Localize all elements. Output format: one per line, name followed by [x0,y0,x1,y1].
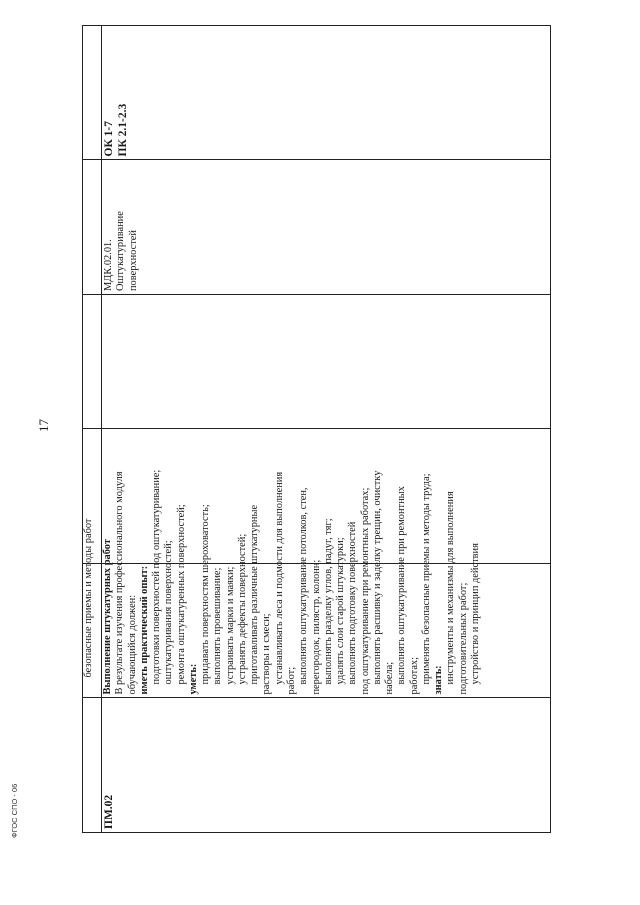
description-line: растворы и смеси; [261,613,273,695]
description-line: обучающийся должен: [126,594,138,695]
description-line: оштукатуривания поверхностей; [163,540,175,685]
top-text: безопасные приемы и методы работ [83,518,94,678]
mdk-cell [102,160,551,295]
curriculum-table [82,25,551,833]
description-line: В результате изучения профессионального модуля [114,471,126,695]
competence-cell [102,26,551,161]
page-footer: ФГОС СПО - 06 [10,783,19,838]
module-code: ПМ.02 [103,794,115,829]
description-line: выполнять провешивание; [212,567,224,685]
description-line: выполнять оштукатуривание потолков, стен, [298,487,310,685]
module-code-cell [102,698,551,833]
description-line: работах; [408,656,420,695]
description-line: устройство и принцип действия [469,543,481,685]
description-line: уметь: [187,663,199,695]
description-line: устраивать марки и маяки; [224,566,236,685]
description-line: применять безопасные приемы и методы труда; [420,473,432,685]
description-line: устранять дефекты поверхностей; [236,533,248,685]
description-line: инструменты и механизмы для выполнения [445,491,457,685]
description-line: выполнять расшивку и заделку трещин, очистку [371,470,383,685]
module-description-cell [102,469,551,699]
description-line: подготовительных работ; [457,582,469,695]
mdk-title-line: Оштукатуривание [115,211,127,291]
curriculum-table-sheet [82,25,548,833]
top-empty-cell [83,160,102,295]
table-top-row [83,26,102,833]
description-line: подготовки поверхностей под оштукатуривание; [151,469,163,685]
description-line: устанавливать леса и подмости для выполнения [273,471,285,685]
description-line: выполнять подготовку поверхностей [347,521,359,685]
page-number: 17 [36,419,51,432]
description-line: иметь практический опыт: [138,565,150,695]
top-code-cell [83,698,102,833]
mdk-title-line: поверхностей [127,230,139,291]
general-competence: ОК 1-7 [103,121,115,157]
description-line: удалять слои старой штукатурки; [335,537,347,685]
top-empty-cell [83,295,102,430]
description-line: ремонта оштукатуренных поверхностей; [175,504,187,685]
professional-competence: ПК 2.1-2.3 [116,103,129,157]
description-line: приготавливать различные штукатурные [249,504,261,685]
module-description [102,469,482,698]
empty-cell [102,295,551,430]
description-line: знать: [433,665,445,695]
description-line: работ; [285,666,297,695]
description-line: перегородок, пилястр, колонн; [310,559,322,695]
top-text-cell [83,518,102,699]
top-empty-cell [83,26,102,161]
description-line: выполнять разделку углов, падуг, тяг; [322,518,334,685]
description-line: набела; [384,661,396,695]
table-module-row [102,26,551,833]
description-line: Выполнение штукатурных работ [102,539,113,695]
description-line: под оштукатуривание при ремонтных работах; [359,487,371,695]
mdk-code: МДК.02.01. [103,239,114,291]
description-line: придавать поверхностям шероховатость; [200,504,212,685]
description-line: выполнять оштукатуривание при ремонтных [396,486,408,685]
